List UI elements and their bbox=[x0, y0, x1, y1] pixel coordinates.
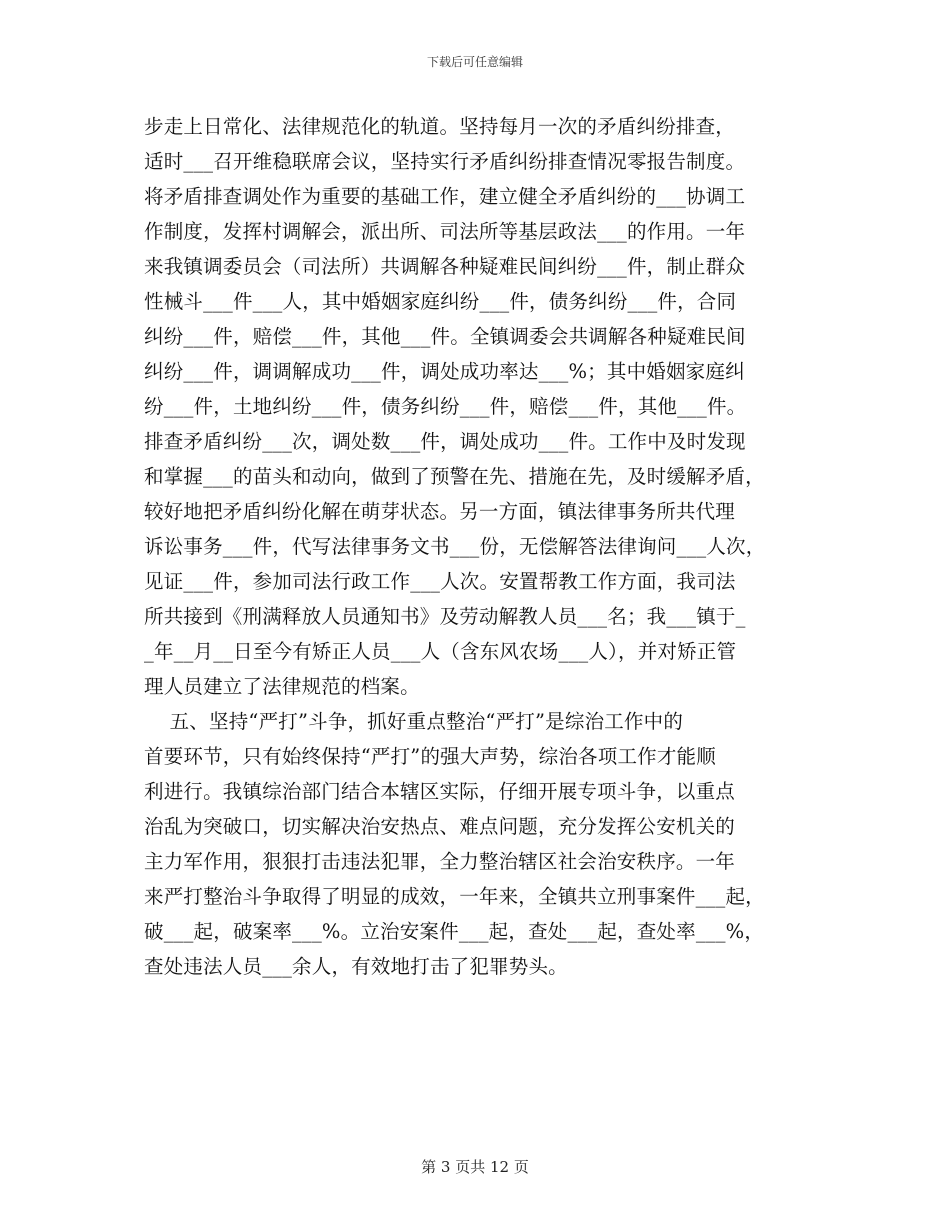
body-line: 破___起，破案率___%。立治安案件___起，查处___起，查处率___%， bbox=[144, 920, 765, 943]
body-line: 作制度，发挥村调解会，派出所、司法所等基层政法___的作用。一年 bbox=[144, 220, 746, 243]
body-line: 和掌握___的苗头和动向，做到了预警在先、措施在先，及时缓解矛盾， bbox=[144, 465, 765, 488]
body-line: 适时___召开维稳联席会议，坚持实行矛盾纠纷排查情况零报告制度。 bbox=[144, 150, 746, 173]
body-line: 来我镇调委员会（司法所）共调解各种疑难民间纠纷___件，制止群众 bbox=[144, 255, 746, 278]
body-line: 将矛盾排查调处作为重要的基础工作，建立健全矛盾纠纷的___协调工 bbox=[144, 185, 746, 208]
body-line: _年__月__日至今有矫正人员___人（含东风农场___人），并对矫正管 bbox=[144, 640, 737, 663]
body-line: 查处违法人员___余人，有效地打击了犯罪势头。 bbox=[144, 955, 568, 978]
section-heading-line: 五、坚持“严打”斗争，抓好重点整治“严打”是综治工作中的 bbox=[144, 710, 684, 733]
body-line: 较好地把矛盾纠纷化解在萌芽状态。另一方面，镇法律事务所共代理 bbox=[144, 500, 736, 523]
body-line: 纷___件，土地纠纷___件，债务纠纷___件，赔偿___件，其他___件。 bbox=[144, 395, 747, 418]
body-line: 性械斗___件___人，其中婚姻家庭纠纷___件，债务纠纷___件，合同 bbox=[144, 290, 737, 313]
body-line: 治乱为突破口，切实解决治安热点、难点问题，充分发挥公安机关的 bbox=[144, 815, 736, 838]
body-line: 诉讼事务___件，代写法律事务文书___份，无偿解答法律询问___人次， bbox=[144, 535, 766, 558]
body-line: 首要环节，只有始终保持“严打”的强大声势，综治各项工作才能顺 bbox=[144, 745, 716, 768]
body-line: 利进行。我镇综治部门结合本辖区实际，仔细开展专项斗争，以重点 bbox=[144, 780, 736, 803]
body-line: 纠纷___件，调调解成功___件，调处成功率达___%；其中婚姻家庭纠 bbox=[144, 360, 745, 383]
body-line: 理人员建立了法律规范的档案。 bbox=[144, 675, 420, 698]
body-line: 见证___件，参加司法行政工作___人次。安置帮教工作方面，我司法 bbox=[144, 570, 736, 593]
document-body bbox=[144, 109, 814, 984]
body-line: 来严打整治斗争取得了明显的成效，一年来，全镇共立刑事案件___起， bbox=[144, 885, 765, 908]
body-line: 主力军作用，狠狠打击违法犯罪，全力整治辖区社会治安秩序。一年 bbox=[144, 850, 736, 873]
body-line: 步走上日常化、法律规范化的轨道。坚持每月一次的矛盾纠纷排查， bbox=[144, 115, 736, 138]
body-line: 所共接到《刑满释放人员通知书》及劳动解教人员___名；我___镇于_ bbox=[144, 605, 746, 628]
body-line: 纠纷___件，赔偿___件，其他___件。全镇调委会共调解各种疑难民间 bbox=[144, 325, 746, 348]
page-number: 第 3 页共 12 页 bbox=[421, 1158, 529, 1176]
page-header: 下载后可任意编辑 bbox=[426, 55, 523, 69]
body-line: 排查矛盾纠纷___次，调处数___件，调处成功___件。工作中及时发现 bbox=[144, 430, 746, 453]
